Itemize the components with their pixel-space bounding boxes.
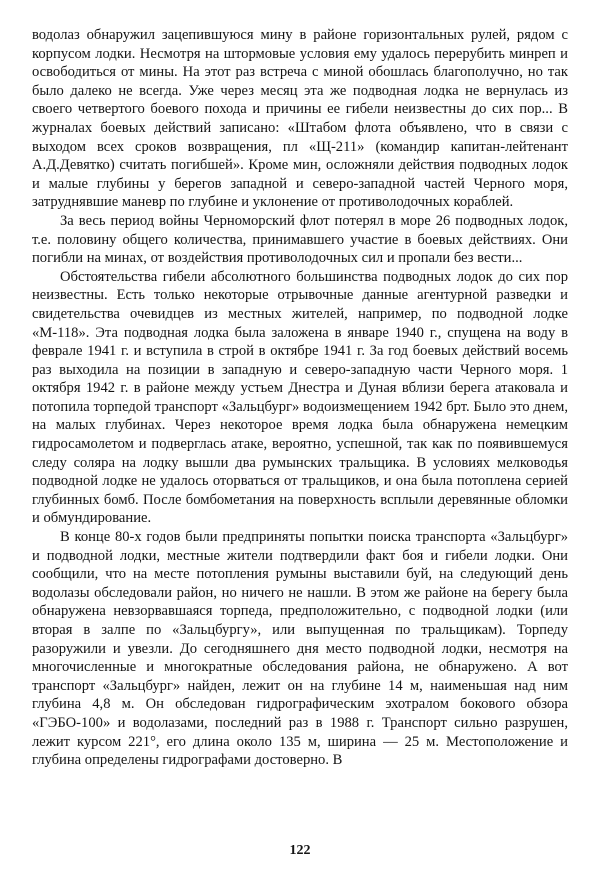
paragraph-1: водолаз обнаружил зацепившуюся мину в районе горизонтальных рулей, рядом с корпусом лодки. Несмотря на штормовые условия ему удалось перерубить минреп и освободиться от мины. На этот раз встреча с миной обошлась благополучно, но так было далеко не всегда. Уже через месяц эта же подводная лодка не вернулась из своего четвертого боевого похода и причины ее гибели неизвестны до сих пор... В журналах боевых действий записано: «Штабом флота объявлено, что в связи с выходом всех сроков возвращения, пл «Щ-211» (командир капитан-лейтенант А.Д.Девятко) считать погибшей». Кроме мин, осложняли действия подводных лодок и малые глубины у берегов западной и северо-западной частей Черного моря, затруднявшие маневр по глубине и уклонение от противолодочных кораблей. [32,27,568,211]
page-number: 122 [289,843,311,858]
page-text [32,26,568,770]
paragraph-4: В конце 80-х годов были предприняты попытки поиска транспорта «Зальцбург» и подводной лодки, местные жители подтвердили факт боя и гибели лодки. Они сообщили, что на месте потопления румыны выставили буй, на следующий день водолазы обследовали район, но ничего не нашли. В этом же районе на берегу была обнаружена невзорвавшаяся торпеда, предположительно, с подводной лодки (или вторая в залпе по «Зальцбургу», или выпущенная по тральщикам). Торпеду разоружили и увезли. До сегодняшнего дня место подводной лодки, несмотря на многочисленные и многократные обследования района, не обнаружено. А вот транспорт «Зальцбург» найден, лежит он на глубине 14 м, наименьшая над ним глубина 4,8 м. Он обследован гидрографическим эхотралом бокового обзора «ГЭБО-100» и водолазами, последний раз в 1988 г. Транспорт сильно разрушен, лежит курсом 221°, его длина около 135 м, ширина — 25 м. Местоположение и глубина определены гидрографами достоверно. В [32,529,568,769]
paragraph-3: Обстоятельства гибели абсолютного большинства подводных лодок до сих пор неизвестны. Есть только некоторые отрывочные данные агентурной разведки и свидетельства очевидцев из местных жителей, например, по подводной лодке «М-118». Эта подводная лодка была заложена в январе 1940 г., спущена на воду в феврале 1941 г. и вступила в строй в октябре 1941 г. За год боевых действий восемь раз выходила на позиции в западную и северо-западную части Черного моря. 1 октября 1942 г. в районе между устьем Днестра и Дуная вблизи берега атаковала и потопила торпедой транспорт «Зальцбург» водоизмещением 1942 брт. Было это днем, на малых глубинах. Через некоторое время лодка была обнаружена немецким гидросамолетом и подверглась атаке, вероятно, успешной, так как по появившемуся следу соляра на лодку вышли два румынских тральщика. В условиях мелководья подводной лодке не удалось оторваться от тральщиков, и она была потоплена серией глубинных бомб. После бомбометания на поверхность всплыли деревянные обломки и обмундирование. [32,268,568,527]
paragraph-2: За весь период войны Черноморский флот потерял в море 26 подводных лодок, т.е. половину общего количества, принимавшего участие в боевых действиях. Они погибли на минах, от воздействия противолодочных сил и пропали без вести... [32,212,568,267]
